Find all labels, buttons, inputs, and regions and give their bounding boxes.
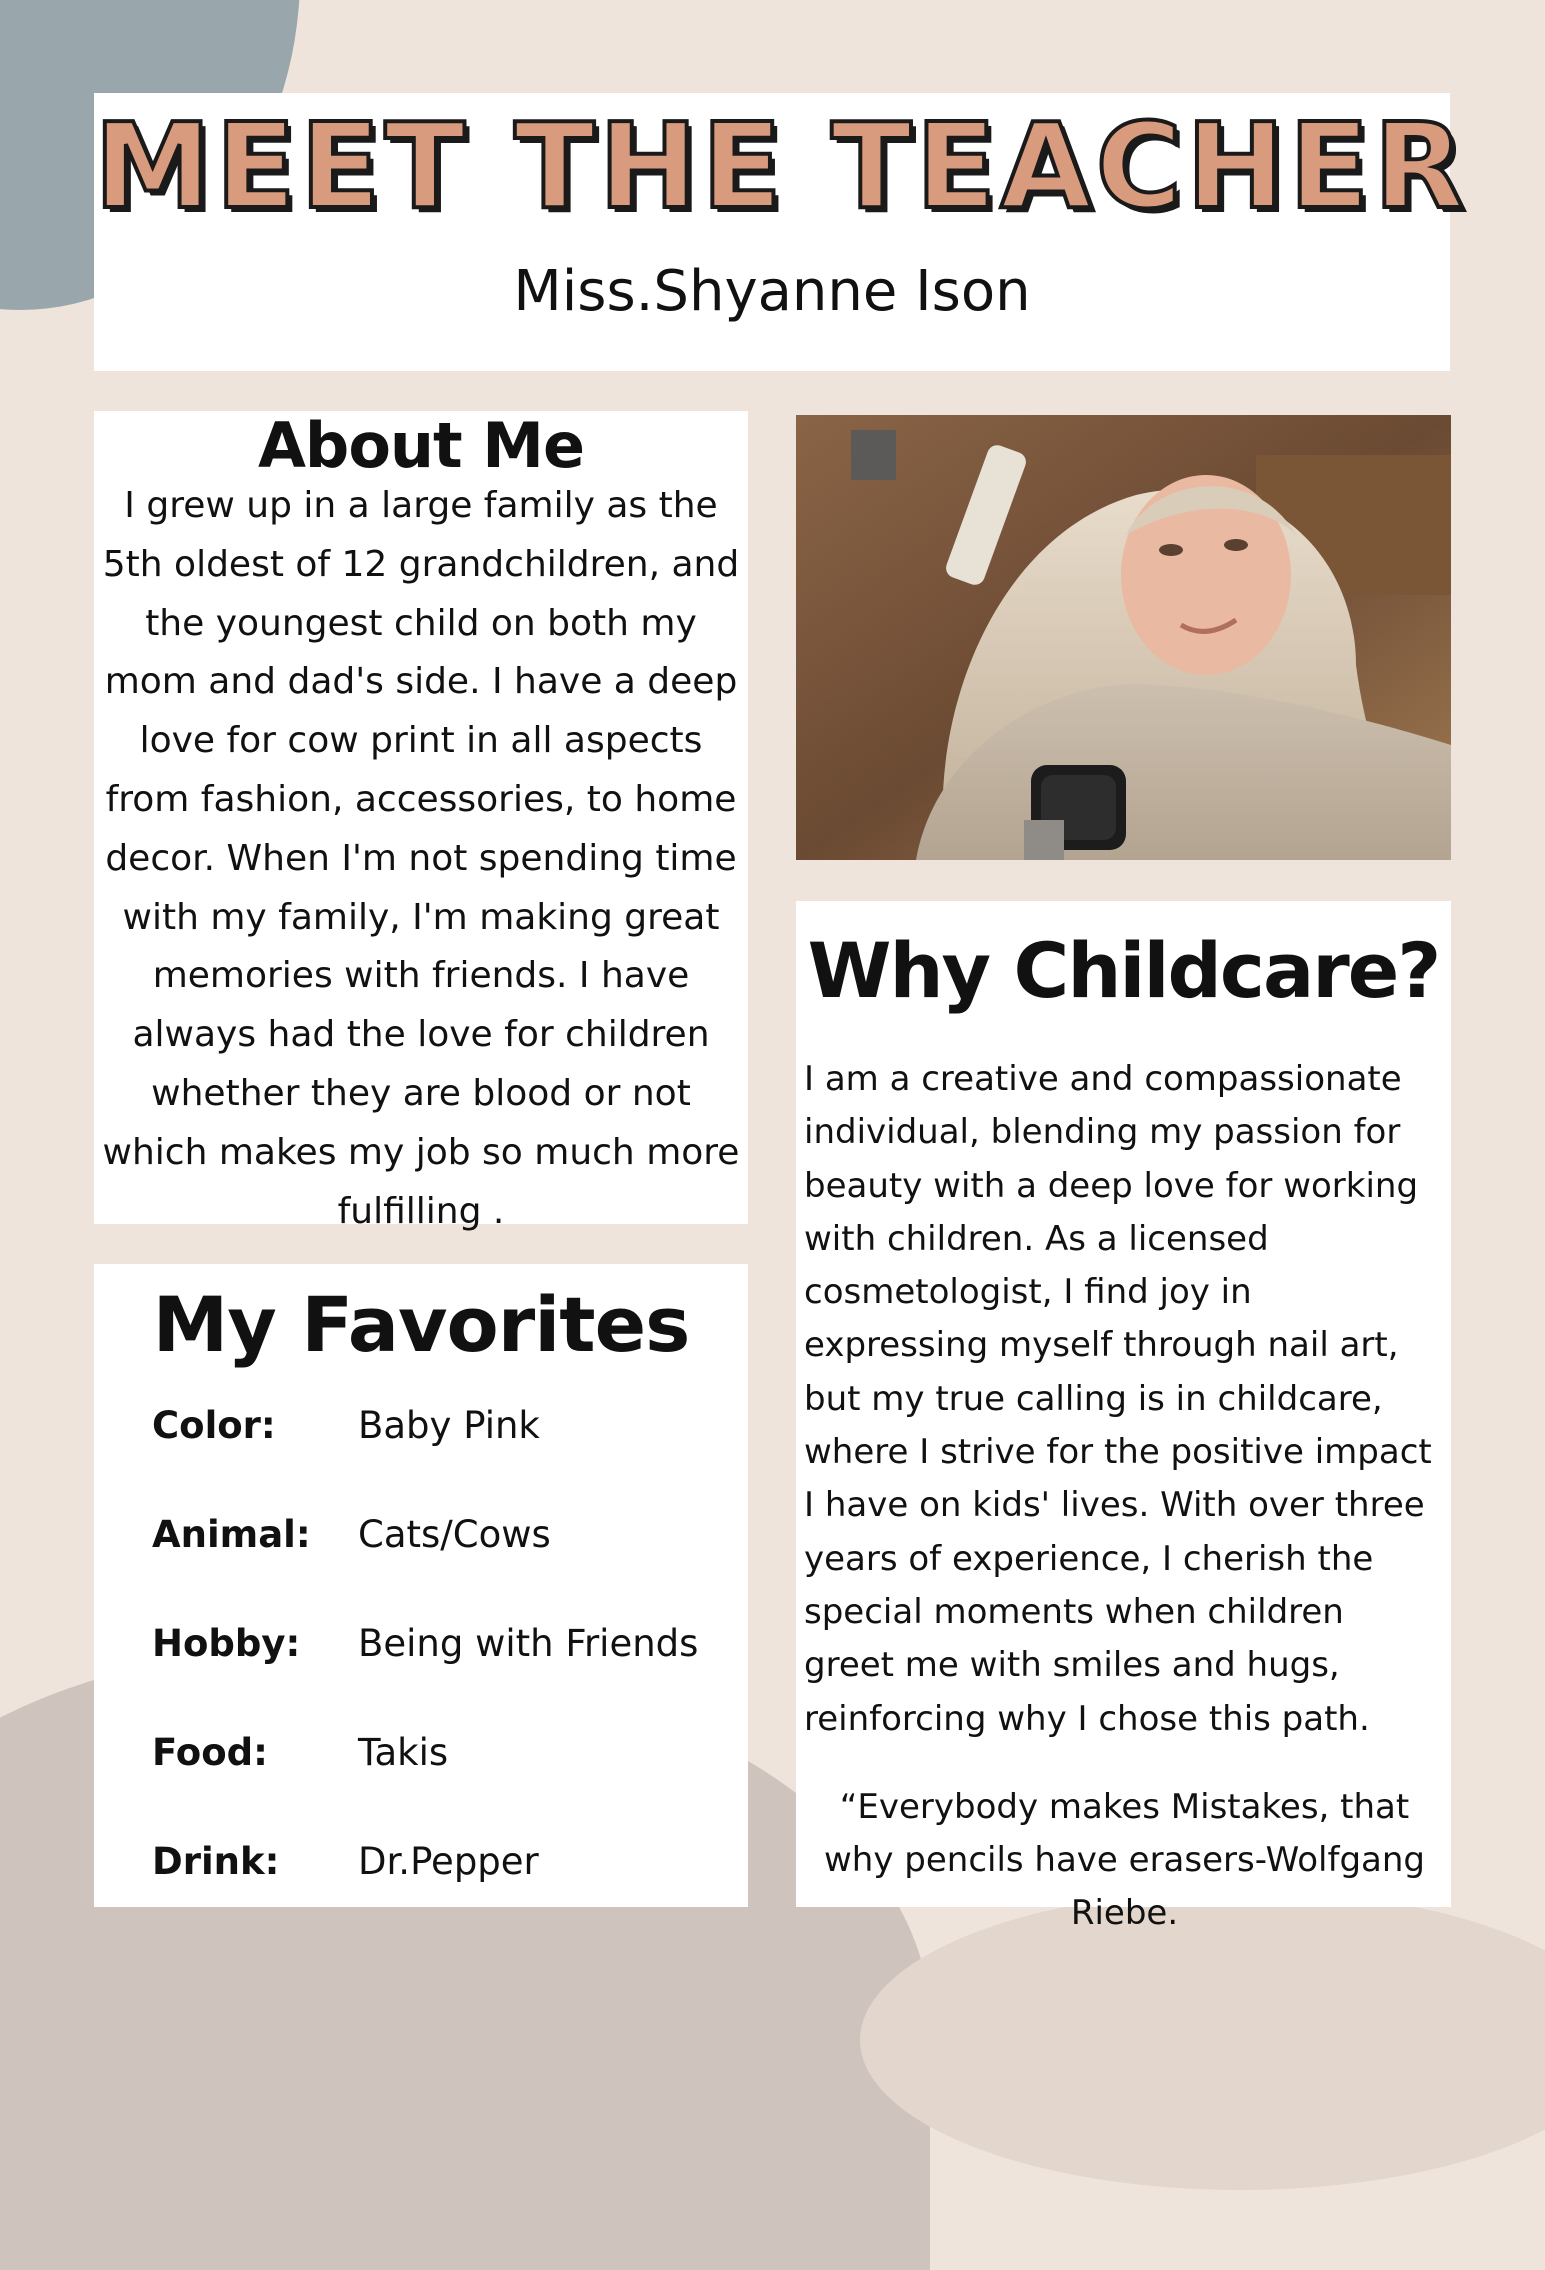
page-title: MEET THE TEACHER — [94, 97, 1469, 235]
favorite-row-hobby — [152, 1622, 738, 1672]
favorites-card — [94, 1264, 748, 1907]
header-card — [94, 93, 1469, 371]
favorite-value: Takis — [358, 1731, 449, 1774]
why-childcare-text: I am a creative and compassionate individual, blending my passion for beauty with a deep love for working with children. As a licensed cosmetologist, I find joy in expressing myself through nail art, but my true calling is in childcare, where I strive for the positive impact I have on kids' lives. With over three years of experience, I cherish the special moments when children greet me with smiles and hugs, reinforcing why I chose this path. — [804, 1059, 1432, 1739]
favorite-row-animal — [152, 1513, 738, 1563]
favorite-label: Hobby: — [152, 1622, 301, 1665]
favorite-label: Drink: — [152, 1840, 280, 1883]
quote-text: “Everybody makes Mistakes, that why pencils have erasers-Wolfgang Riebe. — [823, 1787, 1425, 1933]
favorite-label: Animal: — [152, 1513, 311, 1556]
favorite-row-drink — [152, 1840, 738, 1890]
why-childcare-heading: Why Childcare? — [807, 926, 1440, 1015]
teacher-photo-illustration — [796, 415, 1451, 860]
favorite-value: Being with Friends — [358, 1622, 699, 1665]
favorite-label: Food: — [152, 1731, 268, 1774]
favorite-label: Color: — [152, 1404, 276, 1447]
favorites-heading: My Favorites — [152, 1280, 690, 1369]
teacher-photo — [796, 415, 1451, 860]
favorite-row-color — [152, 1404, 738, 1454]
favorite-value: Cats/Cows — [358, 1513, 551, 1556]
why-childcare-card — [796, 901, 1451, 1933]
about-me-card — [94, 409, 748, 1232]
about-me-heading: About Me — [257, 409, 585, 482]
teacher-name: Miss.Shyanne Ison — [513, 259, 1031, 324]
about-me-text: I grew up in a large family as the 5th oldest of 12 grandchildren, and the youngest child on both my mom and dad's side. I have a deep love for cow print in all aspects from fashion, accessories, to home decor. When I'm not spending time with my family, I'm making great memories with friends. I have always had the love for children whether they are blood or not which makes my job so much more fulfilling . — [102, 485, 740, 1232]
favorite-row-food — [152, 1731, 738, 1781]
favorite-value: Dr.Pepper — [358, 1840, 539, 1883]
favorite-value: Baby Pink — [358, 1404, 540, 1447]
